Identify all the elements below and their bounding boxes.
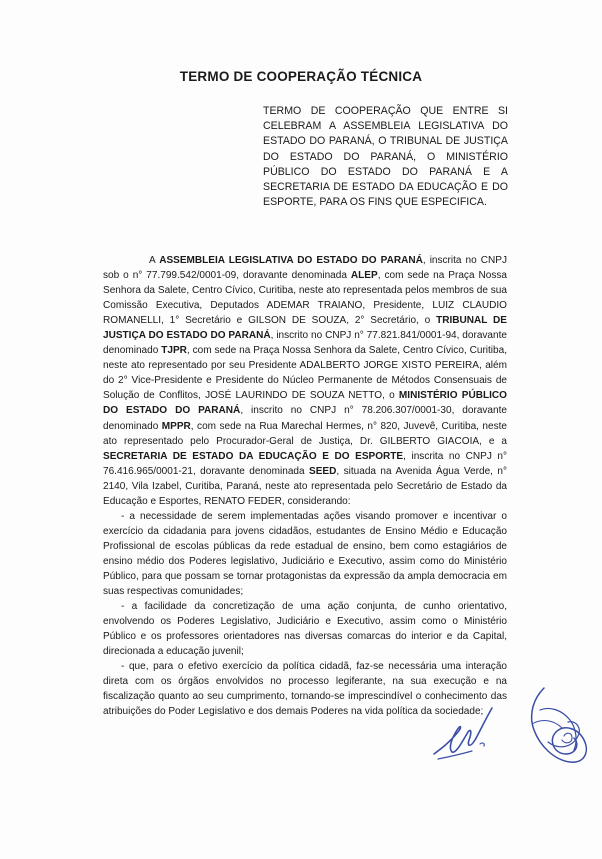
text-run: , inscrito no CNPJ n° 78.206.307/0001-30, doravante denominado: [103, 405, 507, 432]
seed-abbr: SEED: [309, 465, 337, 477]
signature-initials: [428, 702, 506, 764]
document-title: TERMO DE COOPERAÇÃO TÉCNICA: [179, 69, 423, 84]
tjpr-abbr: TJPR: [161, 345, 187, 357]
alep-abbr: ALEP: [350, 270, 378, 282]
tjpr-name: TRIBUNAL DE JUSTIÇA DO ESTADO DO PARANÁ: [103, 315, 507, 342]
alep-name: ASSEMBLEIA LEGISLATIVA DO ESTADO DO PARANÁ: [159, 255, 423, 266]
text-run: , inscrito no CNPJ n° 77.821.841/0001-94, doravante denominado: [103, 330, 507, 357]
mppr-abbr: MPPR: [161, 420, 191, 432]
considering-item-2: - a facilidade da concretização de uma ação conjunta, de cunho orientativo, envolvendo os Poderes Legislativo, Judiciário e Executivo, assim como o Ministério Público e os professores orientadores nas diversas comarcas do interior e da Capital, direcionada a educação juvenil;: [103, 601, 507, 658]
text-run: , com sede na Praça Nossa Senhora da Salete, Centro Cívico, Curitiba, neste ato representado por seu Presidente ADALBERTO JORGE XISTO PEREIRA, além do 2° Vice-Presidente e Presidente do Núcleo Permanente de Métodos Consensuais de Solução de Conflitos, JOSÉ LAURINDO DE SOUZA NETTO, o: [103, 345, 508, 402]
text-run: , com sede na Rua Marechal Hermes, n° 820, Juvevê, Curitiba, neste ato representado pelo Procurador-Geral de Justiça, Dr. GILBERTO GIACOIA, e a: [103, 420, 507, 447]
document-body: [103, 253, 507, 719]
text-run: , inscrita no CNPJ sob o n° 77.799.542/0001-09, doravante denominada: [103, 255, 507, 282]
text-run: , com sede na Praça Nossa Senhora da Salete, Centro Cívico, Curitiba, neste ato representada pelos membros de sua Comissão Executiva, Deputados ADEMAR TRAIANO, Presidente, LUIZ CLAUDIO ROMANELLI, 1° Secretário e GILSON DE SOUZA, 2° Secretário, o: [103, 270, 507, 327]
considering-item-1: - a necessidade de serem implementadas ações visando promover e incentivar o exercício da cidadania para jovens cidadãos, estudantes de Ensino Médio e Educação Profissional de escolas públicas da rede estadual de ensino, bem como estagiários de ensino médio dos Poderes legislativo, Judiciário e Executivo, assim como do Ministério Público, para que possam se tornar protagonistas da expressão da ampla democracia em suas respectivas comunidades;: [103, 510, 507, 598]
mppr-name: MINISTÉRIO PÚBLICO DO ESTADO DO PARANÁ: [103, 390, 507, 417]
text-run: , situada na Avenida Água Verde, n° 2140, Vila Izabel, Curitiba, Paraná, neste ato representada pelo Secretário de Estado da Educação e Esportes, RENATO FEDER, considerando:: [103, 465, 507, 507]
document-ementa: TERMO DE COOPERAÇÃO QUE ENTRE SI CELEBRAM A ASSEMBLEIA LEGISLATIVA DO ESTADO DO PARANÁ, O TRIBUNAL DE JUSTIÇA DO ESTADO DO PARANÁ, O MINISTÉRIO PÚBLICO DO ESTADO DO PARANÁ E A SECRETARIA DE ESTADO DA EDUCAÇÃO E DO ESPORTE, PARA OS FINS QUE ESPECIFICA.: [263, 105, 508, 209]
text-run: , inscrita no CNPJ n° 76.416.965/0001-21, doravante denominada: [103, 450, 507, 477]
parties-paragraph: [103, 253, 507, 509]
seed-name: SECRETARIA DE ESTADO DA EDUCAÇÃO E DO ESPORTE: [103, 450, 404, 462]
signature-flourish: [514, 680, 596, 780]
considering-item-3: - que, para o efetivo exercício da política cidadã, faz-se necessária uma interação direta com os órgãos envolvidos no processo legiferante, na sua execução e na fiscalização quanto ao seu cumprimento, tornando-se imprescindível o conhecimento das atribuições do Poder Legislativo e dos demais Poderes na vida política da sociedade;: [103, 661, 507, 718]
text-run: A: [149, 255, 160, 266]
